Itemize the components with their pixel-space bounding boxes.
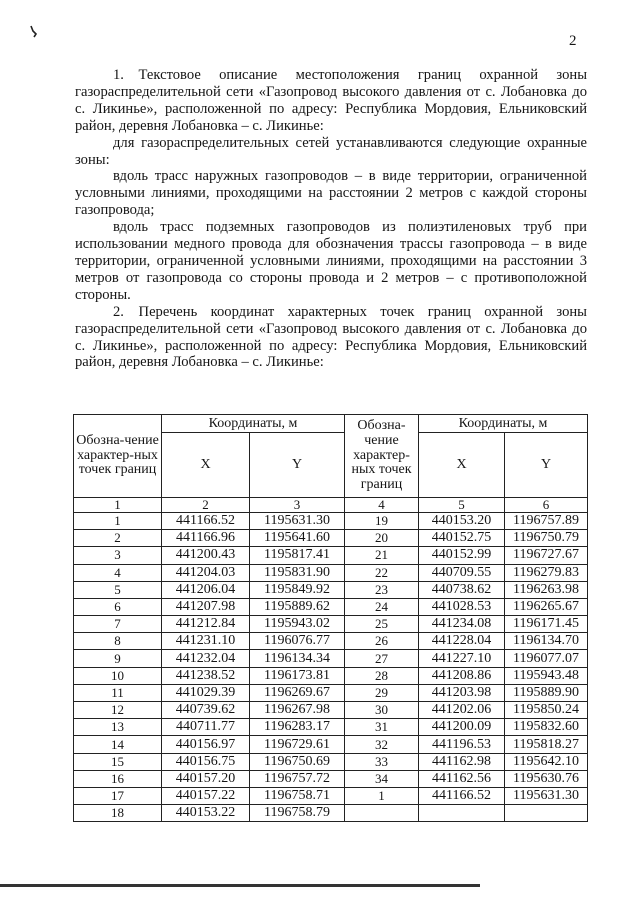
y-value: 1195642.10 [505, 753, 588, 770]
y-value: 1195889.90 [505, 684, 588, 701]
x-value: 441227.10 [419, 650, 505, 667]
point-number: 16 [74, 770, 162, 787]
column-index-row [74, 497, 588, 512]
point-number: 4 [74, 564, 162, 581]
point-number: 23 [345, 581, 419, 598]
paragraph-outer-pipes: вдоль трасс наружных газопроводов – в виде территории, ограниченной условными линиями, проходящими на расстоянии 2 метров с каждой стороны газопровода; [75, 168, 587, 219]
x-value: 441028.53 [419, 598, 505, 615]
x-value: 441162.98 [419, 753, 505, 770]
y-value: 1196134.70 [505, 633, 588, 650]
point-number: 21 [345, 547, 419, 564]
point-number: 24 [345, 598, 419, 615]
coordinates-table [73, 414, 588, 822]
table-row [74, 581, 588, 598]
y-value: 1196171.45 [505, 616, 588, 633]
header-y-right: Y [505, 433, 588, 498]
y-value: 1196173.81 [250, 667, 345, 684]
x-value: 441202.06 [419, 702, 505, 719]
x-value: 441208.86 [419, 667, 505, 684]
x-value: 440709.55 [419, 564, 505, 581]
x-value: 441203.98 [419, 684, 505, 701]
x-value: 440153.20 [419, 512, 505, 529]
column-index: 3 [250, 497, 345, 512]
x-value: 441232.04 [162, 650, 250, 667]
point-number [345, 805, 419, 822]
y-value: 1195818.27 [505, 736, 588, 753]
y-value: 1195832.60 [505, 719, 588, 736]
x-value: 441234.08 [419, 616, 505, 633]
header-x-left: X [162, 433, 250, 498]
x-value: 440152.99 [419, 547, 505, 564]
y-value: 1196750.79 [505, 530, 588, 547]
header-coords-right: Координаты, м [419, 415, 588, 433]
x-value: 441212.84 [162, 616, 250, 633]
header-point-left: Обозна-чение характер-ных точек границ [74, 415, 162, 498]
point-number: 28 [345, 667, 419, 684]
y-value: 1195630.76 [505, 770, 588, 787]
table-row [74, 633, 588, 650]
x-value: 440152.75 [419, 530, 505, 547]
y-value: 1196279.83 [505, 564, 588, 581]
point-number: 26 [345, 633, 419, 650]
point-number: 17 [74, 787, 162, 804]
x-value: 441204.03 [162, 564, 250, 581]
header-coords-left: Координаты, м [162, 415, 345, 433]
y-value: 1196727.67 [505, 547, 588, 564]
table-row [74, 702, 588, 719]
x-value: 440711.77 [162, 719, 250, 736]
table-row [74, 684, 588, 701]
x-value: 440156.97 [162, 736, 250, 753]
point-number: 6 [74, 598, 162, 615]
y-value: 1195631.30 [505, 787, 588, 804]
y-value: 1196729.61 [250, 736, 345, 753]
x-value: 440157.22 [162, 787, 250, 804]
coordinates-table-body [74, 512, 588, 821]
x-value [419, 805, 505, 822]
y-value: 1196757.89 [505, 512, 588, 529]
x-value: 441166.52 [419, 787, 505, 804]
point-number: 3 [74, 547, 162, 564]
x-value: 441196.53 [419, 736, 505, 753]
x-value: 440153.22 [162, 805, 250, 822]
y-value: 1195831.90 [250, 564, 345, 581]
y-value: 1196265.67 [505, 598, 588, 615]
point-number: 2 [74, 530, 162, 547]
paragraph-description: 1. Текстовое описание местоположения границ охранной зоны газораспределительной сети «Газопровод высокого давления от с. Лобановка до с. Ликинье», расположенной по адресу: Республика Мордовия, Ельниковский район, деревня Лобановка – с. Ликинье: [75, 67, 587, 134]
point-number: 30 [345, 702, 419, 719]
y-value: 1195849.92 [250, 581, 345, 598]
table-row [74, 753, 588, 770]
point-number: 7 [74, 616, 162, 633]
point-number: 15 [74, 753, 162, 770]
y-value: 1196077.07 [505, 650, 588, 667]
point-number: 19 [345, 512, 419, 529]
y-value: 1195943.48 [505, 667, 588, 684]
point-number: 8 [74, 633, 162, 650]
column-index: 1 [74, 497, 162, 512]
y-value: 1196757.72 [250, 770, 345, 787]
table-row [74, 530, 588, 547]
column-index: 4 [345, 497, 419, 512]
point-number: 1 [345, 787, 419, 804]
point-number: 12 [74, 702, 162, 719]
point-number: 34 [345, 770, 419, 787]
bottom-divider [0, 884, 480, 887]
y-value: 1195641.60 [250, 530, 345, 547]
column-index: 2 [162, 497, 250, 512]
y-value: 1195943.02 [250, 616, 345, 633]
table-row [74, 616, 588, 633]
column-index: 5 [419, 497, 505, 512]
y-value: 1196283.17 [250, 719, 345, 736]
y-value: 1195817.41 [250, 547, 345, 564]
document-text [75, 67, 587, 371]
column-index: 6 [505, 497, 588, 512]
point-number: 18 [74, 805, 162, 822]
point-number: 20 [345, 530, 419, 547]
x-value: 441166.52 [162, 512, 250, 529]
x-value: 441228.04 [419, 633, 505, 650]
point-number: 25 [345, 616, 419, 633]
table-row [74, 598, 588, 615]
table-row [74, 805, 588, 822]
x-value: 441200.43 [162, 547, 250, 564]
point-number: 5 [74, 581, 162, 598]
paragraph-underground-pipes: вдоль трасс подземных газопроводов из полиэтиленовых труб при использовании медного провода для обозначения трассы газопровода – в виде территории, ограниченной условными линиями, проходящими на расстоянии 3 метров от газопровода со стороны провода и 2 метров – с противоположной стороны. [75, 219, 587, 303]
paragraph-coordinates-intro: 2. Перечень координат характерных точек границ охранной зоны газораспределительной сети «Газопровод высокого давления от с. Лобановка до с. Ликинье», расположенной по адресу: Республика Мордовия, Ельниковский район, деревня Лобановка – с. Ликинье: [75, 303, 587, 371]
y-value: 1196267.98 [250, 702, 345, 719]
y-value [505, 805, 588, 822]
table-row [74, 512, 588, 529]
table-row [74, 719, 588, 736]
x-value: 441207.98 [162, 598, 250, 615]
table-row [74, 736, 588, 753]
point-number: 11 [74, 684, 162, 701]
y-value: 1196263.98 [505, 581, 588, 598]
x-value: 440738.62 [419, 581, 505, 598]
x-value: 441162.56 [419, 770, 505, 787]
point-number: 13 [74, 719, 162, 736]
x-value: 441200.09 [419, 719, 505, 736]
point-number: 9 [74, 650, 162, 667]
table-row [74, 564, 588, 581]
y-value: 1195889.62 [250, 598, 345, 615]
y-value: 1196269.67 [250, 684, 345, 701]
y-value: 1196758.71 [250, 787, 345, 804]
paragraph-zones-intro: для газораспределительных сетей устанавливаются следующие охранные зоны: [75, 134, 587, 168]
table-row [74, 770, 588, 787]
header-point-right: Обозна-чение характер-ных точек границ [345, 415, 419, 498]
page-number: 2 [569, 33, 577, 49]
y-value: 1195850.24 [505, 702, 588, 719]
header-y-left: Y [250, 433, 345, 498]
ink-mark [29, 25, 39, 39]
x-value: 441029.39 [162, 684, 250, 701]
point-number: 29 [345, 684, 419, 701]
y-value: 1196758.79 [250, 805, 345, 822]
x-value: 441206.04 [162, 581, 250, 598]
point-number: 27 [345, 650, 419, 667]
table-row [74, 667, 588, 684]
point-number: 32 [345, 736, 419, 753]
y-value: 1196134.34 [250, 650, 345, 667]
point-number: 33 [345, 753, 419, 770]
point-number: 31 [345, 719, 419, 736]
point-number: 22 [345, 564, 419, 581]
table-row [74, 547, 588, 564]
x-value: 440156.75 [162, 753, 250, 770]
table-row [74, 650, 588, 667]
point-number: 1 [74, 512, 162, 529]
y-value: 1196076.77 [250, 633, 345, 650]
header-x-right: X [419, 433, 505, 498]
x-value: 440157.20 [162, 770, 250, 787]
x-value: 441238.52 [162, 667, 250, 684]
x-value: 441166.96 [162, 530, 250, 547]
point-number: 10 [74, 667, 162, 684]
point-number: 14 [74, 736, 162, 753]
x-value: 440739.62 [162, 702, 250, 719]
x-value: 441231.10 [162, 633, 250, 650]
table-row [74, 787, 588, 804]
y-value: 1195631.30 [250, 512, 345, 529]
y-value: 1196750.69 [250, 753, 345, 770]
